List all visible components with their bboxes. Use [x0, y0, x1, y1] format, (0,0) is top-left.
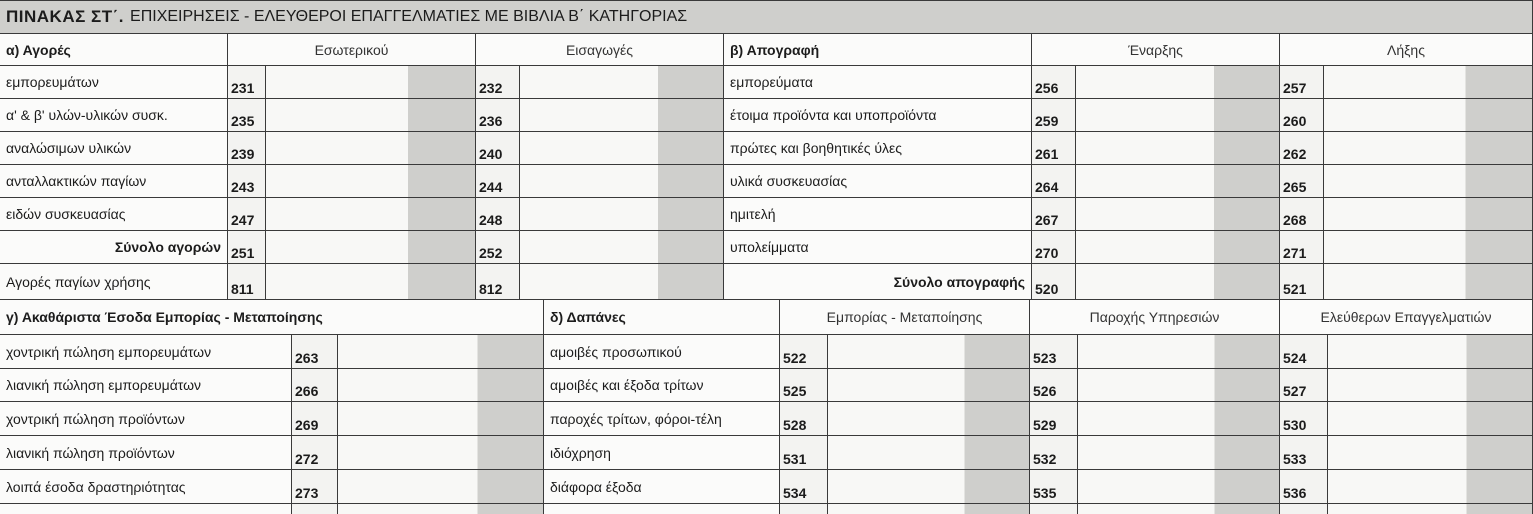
purchase-label: α' & β' υλών-υλικών συσκ. — [0, 99, 228, 132]
field-code: 271 — [1280, 231, 1324, 264]
field-code: 525 — [780, 369, 828, 402]
revenue-input[interactable] — [338, 470, 544, 504]
inventory-label: υπολείμματα — [724, 231, 1032, 264]
table-title — [0, 0, 1533, 34]
field-code: 262 — [1280, 132, 1324, 165]
field-code: 528 — [780, 402, 828, 436]
revenue-header: γ) Ακαθάριστα Έσοδα Εμπορίας - Μεταποίησης — [0, 300, 544, 335]
expense-label: αμοιβές προσωπικού — [544, 335, 780, 369]
table-row — [0, 132, 1533, 165]
field-code: 530 — [1280, 402, 1328, 436]
table-row — [0, 369, 1533, 402]
purchase-domestic-input[interactable] — [266, 165, 476, 198]
expense-label: διάφορα έξοδα — [544, 470, 780, 504]
purchase-label: αναλώσιμων υλικών — [0, 132, 228, 165]
purchase-label: ανταλλακτικών παγίων — [0, 165, 228, 198]
expense-freelance-input[interactable] — [1328, 335, 1533, 369]
col-end-header: Λήξης — [1280, 34, 1533, 66]
field-code: 534 — [780, 470, 828, 504]
field-code: 265 — [1280, 165, 1324, 198]
purchase-label: ειδών συσκευασίας — [0, 198, 228, 231]
partial-cell — [292, 504, 338, 514]
expense-freelance-input[interactable] — [1328, 369, 1533, 402]
table-title-text: ΕΠΙΧΕΙΡΗΣΕΙΣ - ΕΛΕΥΘΕΡΟΙ ΕΠΑΓΓΕΛΜΑΤΙΕΣ ΜΕ ΒΙΒΛΙΑ Β΄ ΚΑΤΗΓΟΡΙΑΣ — [130, 8, 688, 25]
field-code: 261 — [1032, 132, 1076, 165]
purchase-domestic-input[interactable] — [266, 198, 476, 231]
field-code: 259 — [1032, 99, 1076, 132]
inventory-label: εμπορεύματα — [724, 66, 1032, 99]
field-code: 256 — [1032, 66, 1076, 99]
inventory-total-end-input[interactable] — [1324, 264, 1533, 300]
expense-services-input[interactable] — [1078, 402, 1280, 436]
revenue-input[interactable] — [338, 335, 544, 369]
table-title-row — [0, 0, 1533, 34]
purchases-total-domestic-input[interactable] — [266, 231, 476, 264]
inventory-start-input[interactable] — [1076, 66, 1280, 99]
revenue-input[interactable] — [338, 436, 544, 470]
revenue-label: χοντρική πώληση προϊόντων — [0, 402, 292, 436]
field-code: 536 — [1280, 470, 1328, 504]
table-row — [0, 436, 1533, 470]
field-code: 257 — [1280, 66, 1324, 99]
field-code: 527 — [1280, 369, 1328, 402]
purchase-imports-input[interactable] — [520, 165, 724, 198]
field-code: 252 — [476, 231, 520, 264]
inventory-end-input[interactable] — [1324, 132, 1533, 165]
field-code: 523 — [1030, 335, 1078, 369]
partial-row — [0, 504, 1533, 514]
field-code: 260 — [1280, 99, 1324, 132]
field-code: 529 — [1030, 402, 1078, 436]
table-row — [0, 231, 1533, 264]
field-code: 231 — [228, 66, 266, 99]
purchases-total-imports-input[interactable] — [520, 231, 724, 264]
expense-trade-input[interactable] — [828, 470, 1030, 504]
inventory-start-input[interactable] — [1076, 132, 1280, 165]
field-code: 521 — [1280, 264, 1324, 300]
expense-label: αμοιβές και έξοδα τρίτων — [544, 369, 780, 402]
inventory-end-input[interactable] — [1324, 198, 1533, 231]
fixed-assets-domestic-input[interactable] — [266, 264, 476, 300]
table-row — [0, 264, 1533, 300]
field-code: 243 — [228, 165, 266, 198]
revenue-label: λιανική πώληση εμπορευμάτων — [0, 369, 292, 402]
partial-cell — [1078, 504, 1280, 514]
partial-cell — [1328, 504, 1533, 514]
table-row — [0, 402, 1533, 436]
field-code: 533 — [1280, 436, 1328, 470]
partial-cell — [828, 504, 1030, 514]
field-code: 251 — [228, 231, 266, 264]
expense-trade-input[interactable] — [828, 335, 1030, 369]
field-code: 236 — [476, 99, 520, 132]
field-code: 812 — [476, 264, 520, 300]
field-code: 244 — [476, 165, 520, 198]
field-code: 266 — [292, 369, 338, 402]
field-code: 526 — [1030, 369, 1078, 402]
section-header-row — [0, 300, 1533, 335]
expense-trade-input[interactable] — [828, 436, 1030, 470]
inventory-start-input[interactable] — [1076, 231, 1280, 264]
expense-freelance-input[interactable] — [1328, 470, 1533, 504]
field-code: 270 — [1032, 231, 1076, 264]
field-code: 535 — [1030, 470, 1078, 504]
table-row — [0, 335, 1533, 369]
table-row — [0, 470, 1533, 504]
partial-cell — [1280, 504, 1328, 514]
expense-freelance-input[interactable] — [1328, 436, 1533, 470]
field-code: 247 — [228, 198, 266, 231]
col-start-header: Έναρξης — [1032, 34, 1280, 66]
field-code: 239 — [228, 132, 266, 165]
expense-services-input[interactable] — [1078, 369, 1280, 402]
expense-freelance-input[interactable] — [1328, 402, 1533, 436]
expense-trade-input[interactable] — [828, 369, 1030, 402]
col-freelance-header: Ελεύθερων Επαγγελματιών — [1280, 300, 1533, 335]
purchase-label: Αγορές παγίων χρήσης — [0, 264, 228, 300]
purchase-imports-input[interactable] — [520, 99, 724, 132]
col-domestic-header: Εσωτερικού — [228, 34, 476, 66]
partial-cell — [1030, 504, 1078, 514]
field-code: 531 — [780, 436, 828, 470]
purchase-domestic-input[interactable] — [266, 99, 476, 132]
inventory-end-input[interactable] — [1324, 99, 1533, 132]
field-code: 240 — [476, 132, 520, 165]
purchases-total-label: Σύνολο αγορών — [0, 231, 228, 264]
field-code: 273 — [292, 470, 338, 504]
revenue-label: χοντρική πώληση εμπορευμάτων — [0, 335, 292, 369]
inventory-end-input[interactable] — [1324, 231, 1533, 264]
field-code: 272 — [292, 436, 338, 470]
purchase-domestic-input[interactable] — [266, 66, 476, 99]
purchase-imports-input[interactable] — [520, 66, 724, 99]
fixed-assets-imports-input[interactable] — [520, 264, 724, 300]
inventory-total-label: Σύνολο απογραφής — [724, 264, 1032, 300]
partial-cell — [544, 504, 780, 514]
inventory-end-input[interactable] — [1324, 165, 1533, 198]
field-code: 269 — [292, 402, 338, 436]
revenue-input[interactable] — [338, 369, 544, 402]
inventory-label: έτοιμα προϊόντα και υποπροϊόντα — [724, 99, 1032, 132]
table-title-bold: ΠΙΝΑΚΑΣ ΣΤ΄. — [6, 7, 125, 26]
table-row — [0, 66, 1533, 99]
revenue-input[interactable] — [338, 402, 544, 436]
table-row — [0, 165, 1533, 198]
inventory-start-input[interactable] — [1076, 99, 1280, 132]
purchases-header: α) Αγορές — [0, 34, 228, 66]
expense-trade-input[interactable] — [828, 402, 1030, 436]
field-code: 524 — [1280, 335, 1328, 369]
inventory-label: πρώτες και βοηθητικές ύλες — [724, 132, 1032, 165]
expense-services-input[interactable] — [1078, 470, 1280, 504]
table-row — [0, 99, 1533, 132]
field-code: 248 — [476, 198, 520, 231]
field-code: 532 — [1030, 436, 1078, 470]
table-row — [0, 198, 1533, 231]
field-code: 235 — [228, 99, 266, 132]
field-code: 268 — [1280, 198, 1324, 231]
partial-cell — [338, 504, 544, 514]
inventory-end-input[interactable] — [1324, 66, 1533, 99]
expense-label: ιδιόχρηση — [544, 436, 780, 470]
revenue-label: λιανική πώληση προϊόντων — [0, 436, 292, 470]
field-code: 232 — [476, 66, 520, 99]
expense-label: παροχές τρίτων, φόροι-τέλη — [544, 402, 780, 436]
purchase-imports-input[interactable] — [520, 132, 724, 165]
col-trade-header: Εμπορίας - Μεταποίησης — [780, 300, 1030, 335]
purchase-label: εμπορευμάτων — [0, 66, 228, 99]
field-code: 811 — [228, 264, 266, 300]
field-code: 522 — [780, 335, 828, 369]
col-imports-header: Εισαγωγές — [476, 34, 724, 66]
field-code: 520 — [1032, 264, 1076, 300]
inventory-header: β) Απογραφή — [724, 34, 1032, 66]
field-code: 264 — [1032, 165, 1076, 198]
inventory-total-start-input[interactable] — [1076, 264, 1280, 300]
purchase-imports-input[interactable] — [520, 198, 724, 231]
field-code: 263 — [292, 335, 338, 369]
inventory-start-input[interactable] — [1076, 198, 1280, 231]
section-header-row — [0, 34, 1533, 66]
revenue-label: λοιπά έσοδα δραστηριότητας — [0, 470, 292, 504]
expense-services-input[interactable] — [1078, 436, 1280, 470]
purchase-domestic-input[interactable] — [266, 132, 476, 165]
partial-cell — [0, 504, 292, 514]
inventory-label: ημιτελή — [724, 198, 1032, 231]
expenses-header: δ) Δαπάνες — [544, 300, 780, 335]
inventory-label: υλικά συσκευασίας — [724, 165, 1032, 198]
partial-cell — [780, 504, 828, 514]
field-code: 267 — [1032, 198, 1076, 231]
col-services-header: Παροχής Υπηρεσιών — [1030, 300, 1280, 335]
inventory-start-input[interactable] — [1076, 165, 1280, 198]
expense-services-input[interactable] — [1078, 335, 1280, 369]
